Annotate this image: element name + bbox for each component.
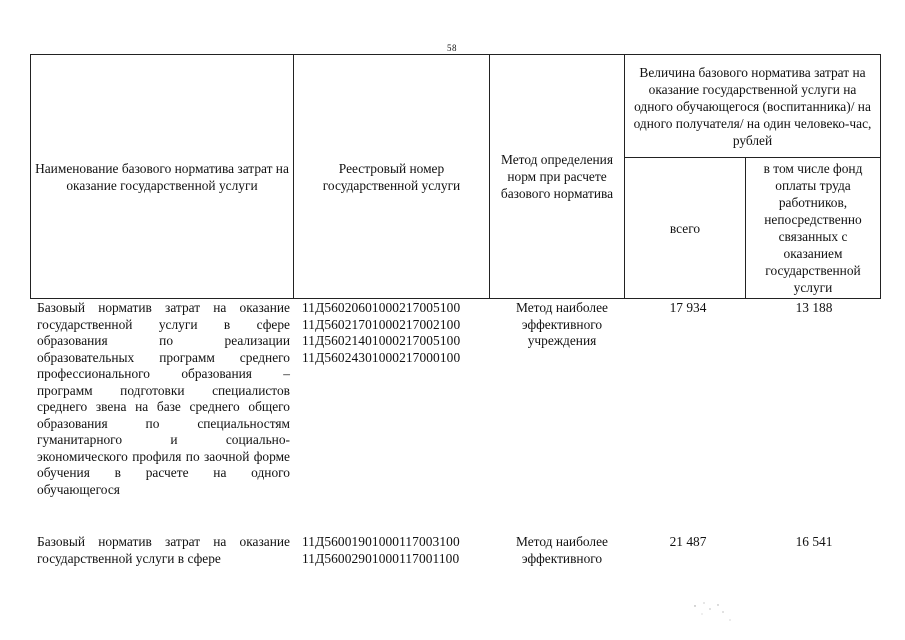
row-1-fund: 13 188 [795, 300, 833, 315]
row-1-name: Базовый норматив затрат на оказание государственной услуги в сфере образования по реализации образовательных программ среднего профессионального образования – программ подготовки специалистов среднего звена на базе среднего общего образования по специальностям гуманитарного и социально-экономического профиля по заочной форме обучения в расчете на одного обучающегося [37, 300, 290, 497]
header-value-group: Величина базового норматива затрат на оказание государственной услуги на одного обучающегося (воспитанника)/ на одного получателя/ на один человеко-час, рублей [633, 64, 872, 148]
row-1-total: 17 934 [669, 300, 707, 315]
header-name-cell [31, 55, 294, 299]
row-1-codes: 11Д56020601000217005100 11Д56021701000217002100 11Д56021401000217005100 11Д56024301000217000100 [302, 300, 461, 365]
header-value-group-cell [625, 55, 881, 158]
header-registry-cell [294, 55, 490, 299]
table-header [30, 54, 881, 299]
header-fund-cell [746, 158, 881, 299]
header-total-cell [625, 158, 746, 299]
row-2-fund: 16 541 [795, 534, 833, 549]
header-registry: Реестровый номер государственной услуги [322, 160, 461, 193]
header-fund: в том числе фонд оплаты труда работников, непосредственно связанных с оказанием государственной услуги [763, 161, 863, 295]
row-2-method: Метод наиболее эффективного [516, 534, 608, 566]
page-number: 58 [447, 43, 457, 53]
row-2-total: 21 487 [669, 534, 707, 549]
row-2-name: Базовый норматив затрат на оказание государственной услуги в сфере [37, 534, 290, 566]
row-2-codes: 11Д56001901000117003100 11Д56002901000117001100 [302, 534, 460, 566]
header-method: Метод определения норм при расчете базового норматива [500, 152, 614, 201]
header-method-cell [490, 55, 625, 299]
header-total: всего [669, 220, 701, 236]
scan-specks [690, 600, 750, 630]
header-name: Наименование базового норматива затрат на оказание государственной услуги [35, 160, 289, 193]
row-1-method: Метод наиболее эффективного учреждения [516, 300, 608, 348]
